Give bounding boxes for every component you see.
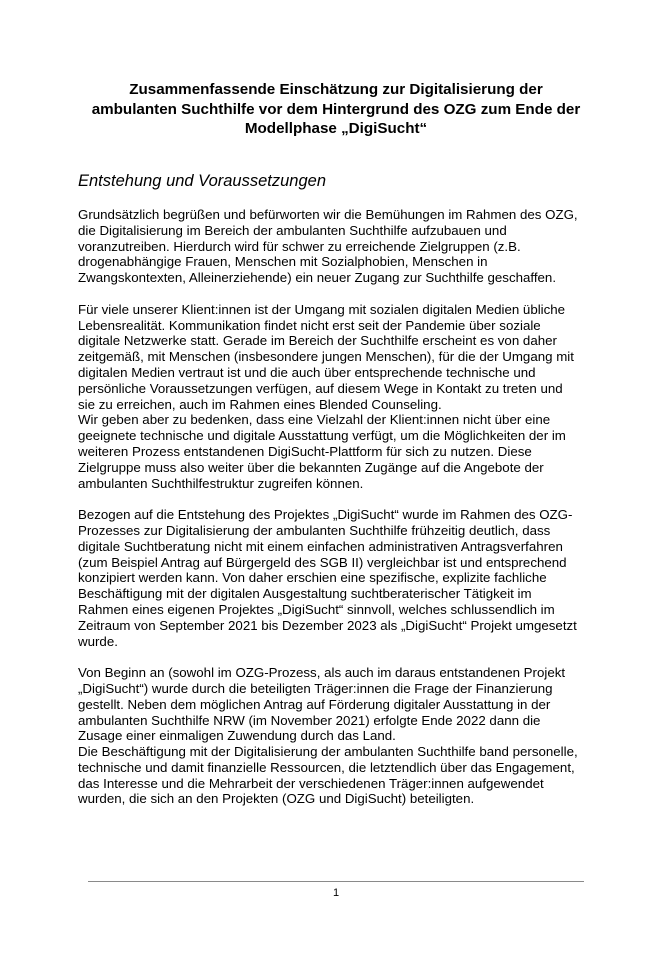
text-line: Wir geben aber zu bedenken, dass eine Vielzahl der Klient:innen nicht über eine xyxy=(78,412,551,428)
text-line: „DigiSucht“) wurde durch die beteiligten Träger:innen die Frage der Finanzierung xyxy=(78,680,553,696)
text-line: Zusage einer einmaligen Zuwendung durch das Land. xyxy=(78,728,396,744)
text-line: sie zu erreichen, auch im Rahmen eines Blended Counseling. xyxy=(78,396,442,412)
title-line: ambulanten Suchthilfe vor dem Hintergrund des OZG zum Ende der xyxy=(91,100,581,118)
text-line: ambulanten Suchthilfestruktur zugreifen können. xyxy=(78,475,364,491)
text-line: Beschäftigung mit der digitalen Ausgestaltung suchtberaterischer Tätigkeit im xyxy=(78,586,532,602)
footer-divider xyxy=(88,881,584,882)
document-title xyxy=(70,80,602,139)
text-line: gestellt. Neben dem möglichen Antrag auf Förderung digitaler Ausstattung in der xyxy=(78,696,551,712)
text-line: die Digitalisierung im Bereich der ambulanten Suchthilfe aufzubauen und xyxy=(78,222,507,238)
text-line: wurden, die sich an den Projekten (OZG und DigiSucht) beteiligten. xyxy=(78,791,475,807)
text-line: weiteren Prozess entstandenen DigiSucht-Plattform für sich zu nutzen. Diese xyxy=(78,443,532,459)
text-line: Lebensrealität. Kommunikation findet nicht erst seit der Pandemie über soziale xyxy=(78,317,541,333)
text-line: Bezogen auf die Entstehung des Projektes „DigiSucht“ wurde im Rahmen des OZG- xyxy=(78,507,573,523)
text-line: persönliche Voraussetzungen verfügen, auf diesem Wege in Kontakt zu treten und xyxy=(78,380,563,396)
text-line: digitale Netzwerke statt. Gerade im Bereich der Suchthilfe erscheint es von daher xyxy=(78,333,557,349)
text-line: Von Beginn an (sowohl im OZG-Prozess, als auch im daraus entstandenen Projekt xyxy=(78,665,566,681)
text-line: (zum Beispiel Antrag auf Bürgergeld des SGB II) vergleichbar ist und entsprechend xyxy=(78,554,567,570)
text-line: Zeitraum von September 2021 bis Dezember 2023 als „DigiSucht“ Projekt umgesetzt xyxy=(78,617,577,633)
text-line: Für viele unserer Klient:innen ist der Umgang mit sozialen digitalen Medien übliche xyxy=(78,301,566,317)
text-line: Prozesses zur Digitalisierung der ambulanten Suchthilfe frühzeitig deutlich, dass xyxy=(78,522,551,538)
text-line: konzipiert werden kann. Von daher erschien eine spezifische, explizite fachliche xyxy=(78,570,547,586)
text-line: zeitgemäß, mit Menschen (insbesondere jungen Menschen), für die der Umgang mit xyxy=(78,349,574,365)
text-line: Grundsätzlich begrüßen und befürworten wir die Bemühungen im Rahmen des OZG, xyxy=(78,207,578,222)
paragraph xyxy=(78,412,618,491)
title-line: Modellphase „DigiSucht“ xyxy=(244,120,428,137)
text-line: ambulanten Suchthilfe NRW (im November 2021) erfolgte Ende 2022 dann die xyxy=(78,712,541,728)
text-line: digitale Suchtberatung nicht mit einem einfachen administrativen Antragsverfahren xyxy=(78,538,563,554)
paragraph xyxy=(78,207,618,286)
paragraph xyxy=(78,507,618,649)
title-line: Zusammenfassende Einschätzung zur Digitalisierung der xyxy=(129,81,543,98)
text-line: technische und damit finanzielle Ressourcen, die letztendlich über das Engagement, xyxy=(78,759,575,775)
section-heading: Entstehung und Voraussetzungen xyxy=(78,172,326,190)
text-line: voranzutreiben. Hierdurch wird für schwer zu erreichende Zielgruppen (z.B. xyxy=(78,238,521,254)
paragraph xyxy=(78,302,618,413)
text-line: wurde. xyxy=(78,633,118,649)
text-line: das Interesse und die Mehrarbeit der verschiedenen Träger:innen aufgewendet xyxy=(78,775,544,791)
text-line: drogenabhängige Frauen, Menschen mit Sozialphobien, Menschen in xyxy=(78,254,488,270)
paragraph xyxy=(78,744,618,807)
page-number: 1 xyxy=(332,887,340,899)
text-line: Zielgruppe muss also weiter über die bekannten Zugänge auf die Angebote der xyxy=(78,459,544,475)
text-line: geeignete technische und digitale Ausstattung verfügt, um die Möglichkeiten der im xyxy=(78,428,566,444)
text-line: Zwangskontexten, Alleinerziehende) ein neuer Zugang zur Suchthilfe geschaffen. xyxy=(78,270,557,286)
text-line: Die Beschäftigung mit der Digitalisierung der ambulanten Suchthilfe band personelle, xyxy=(78,744,578,760)
paragraph xyxy=(78,665,618,744)
text-line: Rahmen eines eigenen Projektes „DigiSucht“ sinnvoll, welches schlussendlich im xyxy=(78,601,555,617)
body-text xyxy=(78,207,618,823)
text-line: digitalen Medien vertraut ist und die auch über entsprechende technische und xyxy=(78,364,536,380)
